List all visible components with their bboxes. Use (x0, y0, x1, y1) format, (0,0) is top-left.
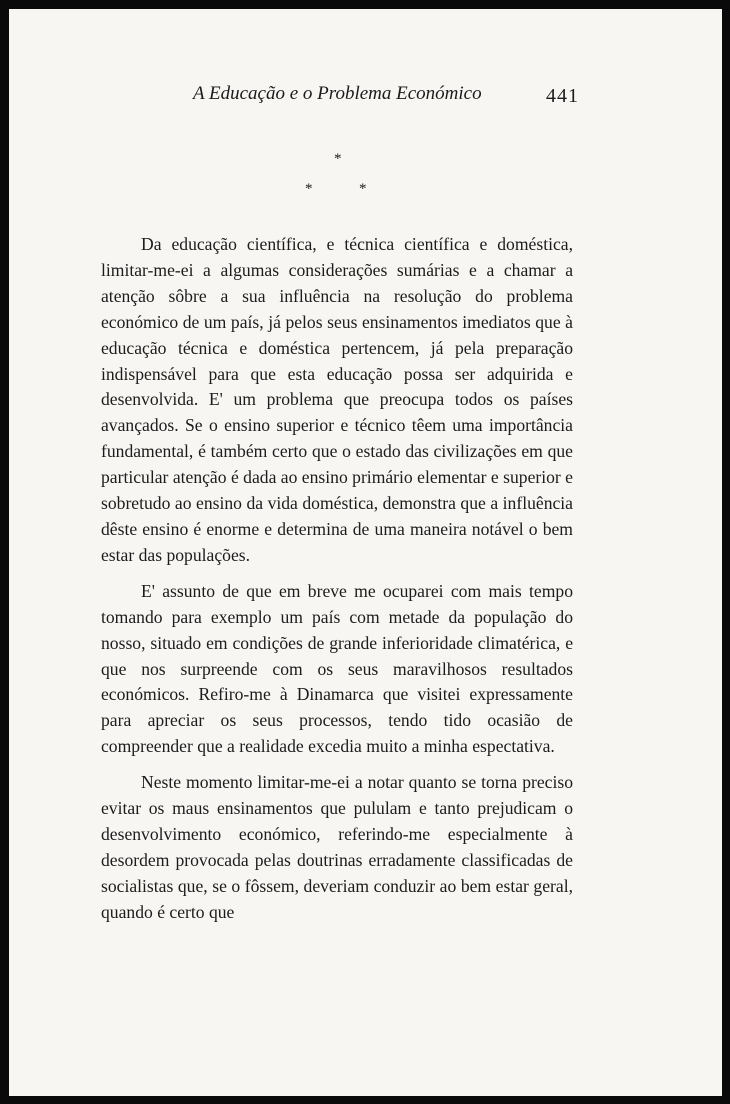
paragraph: Da educação científica, e técnica científica e doméstica, limitar-me-ei a algumas considerações sumárias e a chamar a atenção sôbre a sua influência na resolução do problema económico de um país, já pelos seus ensinamentos imediatos que à educação técnica e doméstica pertencem, já pela preparação indispensável para que esta educação possa ser adquirida e desenvolvida. E' um problema que preocupa todos os países avançados. Se o ensino superior e técnico têem uma importância fundamental, é também certo que o estado das civilizações em que particular atenção é dada ao ensino primário elementar e superior e sobretudo ao ensino da vida doméstica, demonstra que a influência dêste ensino é enorme e determina de uma maneira notável o bem estar das populações. (101, 234, 573, 565)
asterism-mark: * (359, 181, 367, 197)
paragraph: Neste momento limitar-me-ei a notar quanto se torna preciso evitar os maus ensinamentos que pululam e tanto prejudicam o desenvolvimento económico, referindo-me especialmente à desordem provocada pelas doutrinas erradamente classificadas de socialistas que, se o fôssem, deveriam conduzir ao bem estar geral, quando é certo que (101, 772, 573, 922)
section-break-asterism (9, 151, 722, 201)
page-number: 441 (546, 85, 579, 107)
book-page (9, 9, 722, 1096)
page-header (9, 83, 722, 113)
asterism-mark: * (334, 151, 342, 167)
asterism-mark: * (305, 181, 313, 197)
body-text (101, 232, 573, 936)
running-title: A Educação e o Problema Económico (193, 83, 482, 104)
paragraph: E' assunto de que em breve me ocuparei com mais tempo tomando para exemplo um país com metade da população do nosso, situado em condições de grande inferioridade climatérica, e que nos surpreende com os seus maravilhosos resultados económicos. Refiro-me à Dinamarca que visitei expressamente para apreciar os seus processos, tendo tido ocasião de compreender que a realidade excedia muito a minha espectativa. (101, 580, 573, 757)
